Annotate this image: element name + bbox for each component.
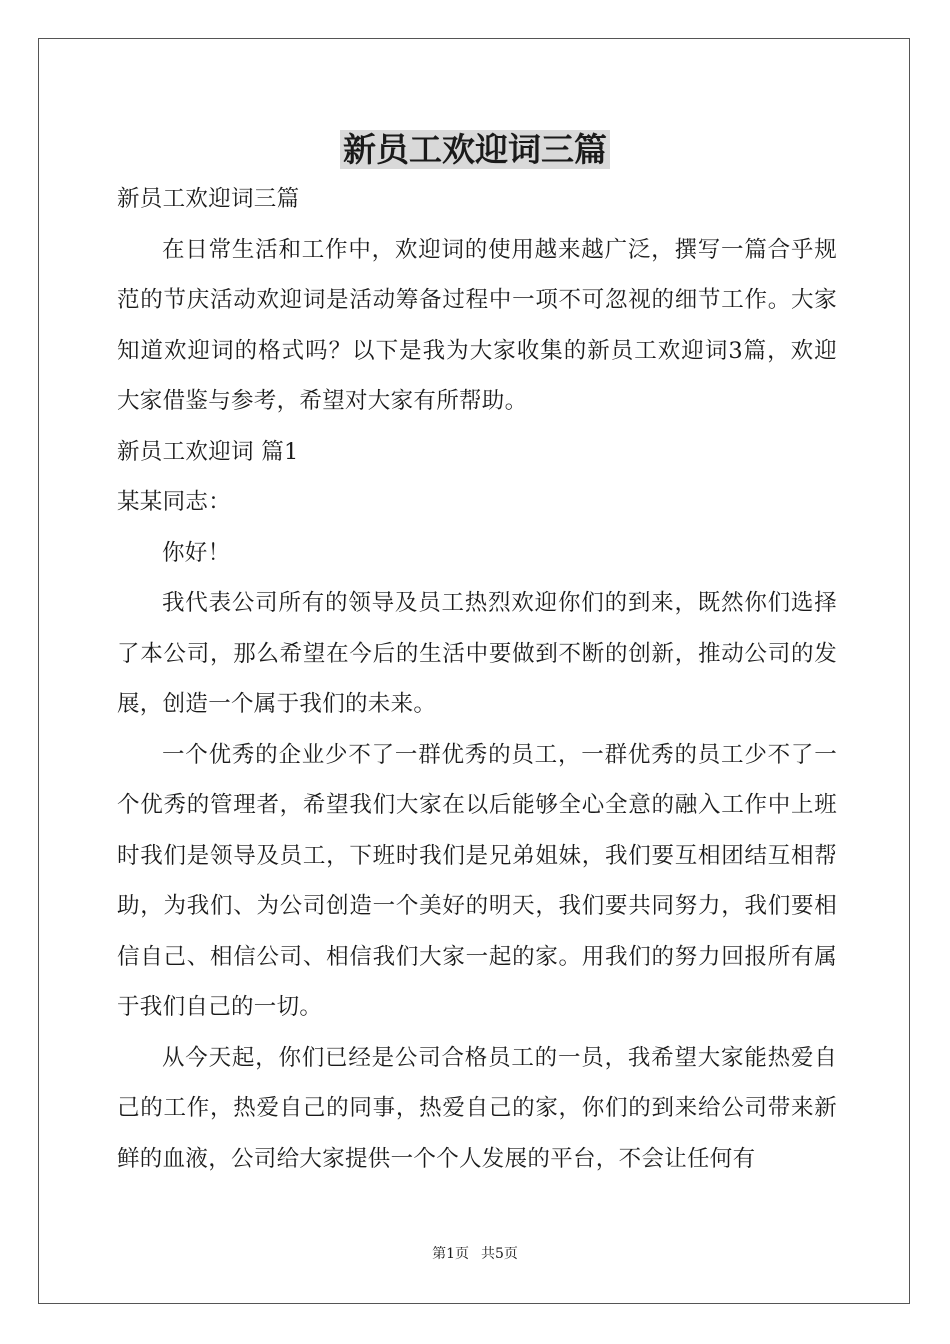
section-heading: 新员工欢迎词 篇1: [117, 438, 299, 465]
document-body: [117, 174, 837, 1184]
salutation: 某某同志：: [117, 489, 232, 515]
document-title: [0, 128, 950, 172]
greeting: 你好！: [162, 539, 231, 566]
body-paragraph: 一个优秀的企业少不了一群优秀的员工，一群优秀的员工少不了一个优秀的管理者，希望我们大家在以后能够全心全意的融入工作中上班时我们是领导及员工，下班时我们是兄弟姐妹，我们要互相团结互相帮助，为我们、为公司创造一个美好的明天，我们要共同努力，我们要相信自己、相信公司、相信我们大家一起的家。用我们的努力回报所有属于我们自己的一切。: [117, 741, 837, 1020]
page-total: 共5页: [481, 1246, 518, 1262]
body-paragraph: 从今天起，你们已经是公司合格员工的一员，我希望大家能热爱自己的工作，热爱自己的同事，热爱自己的家，你们的到来给公司带来新鲜的血液，公司给大家提供一个个人发展的平台，不会让任何有: [117, 1044, 837, 1172]
intro-paragraph: 在日常生活和工作中，欢迎词的使用越来越广泛，撰写一篇合乎规范的节庆活动欢迎词是活动筹备过程中一项不可忽视的细节工作。大家知道欢迎词的格式吗？以下是我为大家收集的新员工欢迎词3篇，欢迎大家借鉴与参考，希望对大家有所帮助。: [117, 236, 837, 414]
page-number: 第1页: [432, 1246, 469, 1262]
page-footer: [0, 1244, 950, 1264]
document-title-text: 新员工欢迎词三篇: [340, 130, 610, 169]
body-paragraph: 我代表公司所有的领导及员工热烈欢迎你们的到来，既然你们选择了本公司，那么希望在今后的生活中要做到不断的创新，推动公司的发展，创造一个属于我们的未来。: [117, 590, 837, 717]
subtitle-paragraph: 新员工欢迎词三篇: [117, 186, 300, 212]
